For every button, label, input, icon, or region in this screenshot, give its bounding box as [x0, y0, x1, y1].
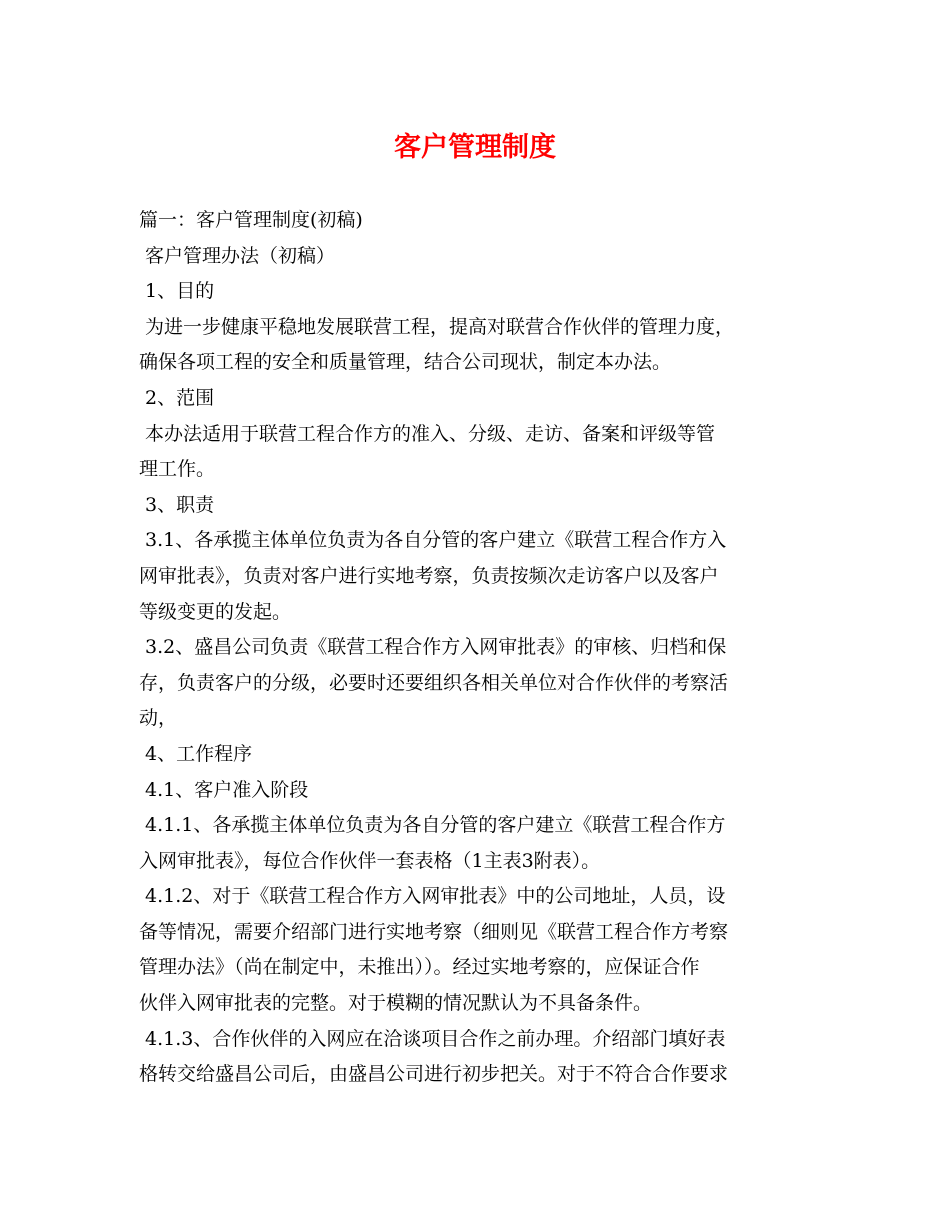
body-line: 4.1.1、各承揽主体单位负责为各自分管的客户建立《联营工程合作方 — [139, 814, 726, 837]
body-line: 格转交给盛昌公司后，由盛昌公司进行初步把关。对于不符合合作要求 — [139, 1063, 729, 1086]
body-line: 理工作。 — [139, 458, 216, 481]
document-title: 客户管理制度 — [394, 132, 556, 163]
body-line: 客户管理办法（初稿） — [139, 244, 336, 267]
body-line: 3.1、各承揽主体单位负责为各自分管的客户建立《联营工程合作方入 — [139, 529, 727, 552]
body-line: 伙伴入网审批表的完整。对于模糊的情况默认为不具备条件。 — [139, 992, 653, 1015]
body-line: 存，负责客户的分级，必要时还要组织各相关单位对合作伙伴的考察活 — [139, 671, 729, 694]
body-line: 等级变更的发起。 — [139, 600, 292, 623]
body-line: 4、工作程序 — [139, 742, 253, 765]
body-line: 备等情况，需要介绍部门进行实地考察（细则见《联营工程合作方考察 — [139, 920, 729, 943]
body-line: 4.1.2、对于《联营工程合作方入网审批表》中的公司地址，人员，设 — [139, 885, 726, 908]
body-line: 4.1.3、合作伙伴的入网应在洽谈项目合作之前办理。介绍部门填好表 — [139, 1027, 726, 1050]
body-line: 1、目的 — [139, 280, 215, 303]
body-line: 本办法适用于联营工程合作方的准入、分级、走访、备案和评级等管 — [139, 422, 716, 445]
body-line: 确保各项工程的安全和质量管理，结合公司现状，制定本办法。 — [139, 351, 672, 374]
body-line: 动， — [139, 707, 178, 730]
body-line: 3.2、盛昌公司负责《联营工程合作方入网审批表》的审核、归档和保 — [139, 636, 727, 659]
body-line: 管理办法》（尚在制定中，未推出））。经过实地考察的，应保证合作 — [139, 956, 700, 979]
body-line: 4.1、客户准入阶段 — [139, 778, 309, 801]
body-line: 网审批表》，负责对客户进行实地考察，负责按频次走访客户以及客户 — [139, 564, 719, 587]
body-line: 篇一：客户管理制度(初稿) — [139, 209, 363, 231]
body-line: 3、职责 — [139, 493, 215, 516]
body-line: 为进一步健康平稳地发展联营工程，提高对联营合作伙伴的管理力度， — [139, 315, 735, 338]
body-line: 入网审批表》，每位合作伙伴一套表格（1主表3附表）。 — [139, 849, 601, 872]
document-body — [139, 203, 815, 1093]
body-line: 2、范围 — [139, 386, 215, 409]
